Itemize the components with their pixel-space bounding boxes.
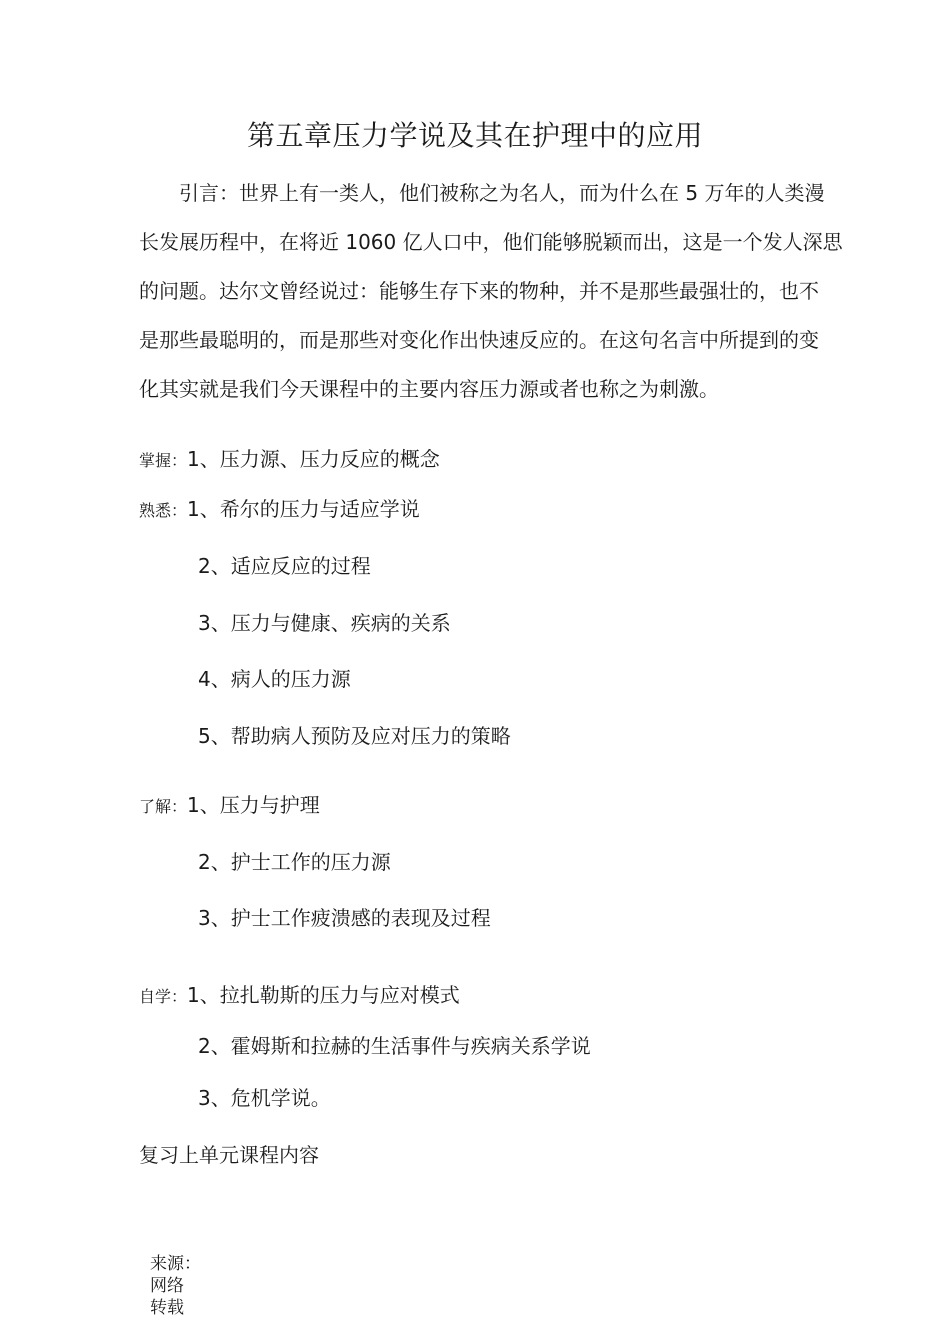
intro-line: 长发展历程中，在将近 1060 亿人口中，他们能够脱颖而出，这是一个发人深思 (139, 230, 843, 254)
self-study-item-text: 1、拉扎勒斯的压力与应对模式 (187, 983, 460, 1007)
familiar-item: 4、病人的压力源 (198, 667, 351, 691)
master-label: 掌握： (139, 451, 188, 470)
intro-line: 引言：世界上有一类人，他们被称之为名人，而为什么在 5 万年的人类漫 (179, 181, 825, 205)
intro-paragraph (139, 169, 843, 414)
self-study-item (139, 979, 460, 1013)
intro-line: 的问题。达尔文曾经说过：能够生存下来的物种，并不是那些最强壮的，也不 (139, 279, 819, 303)
document-title: 第五章压力学说及其在护理中的应用 (246, 119, 703, 152)
intro-line: 是那些最聪明的，而是那些对变化作出快速反应的。在这句名言中所提到的变 (139, 328, 819, 352)
source-note (150, 1253, 201, 1319)
master-item (139, 443, 440, 477)
source-line: 来源： (150, 1254, 201, 1274)
familiar-item (139, 493, 420, 527)
familiar-item: 2、适应反应的过程 (198, 554, 371, 578)
self-study-item: 3、危机学说。 (198, 1086, 331, 1110)
understand-item (139, 789, 320, 823)
understand-item-text: 1、压力与护理 (187, 793, 320, 817)
source-line: 转载 (150, 1298, 184, 1318)
intro-line: 化其实就是我们今天课程中的主要内容压力源或者也称之为刺激。 (139, 377, 719, 401)
familiar-item-text: 1、希尔的压力与适应学说 (187, 497, 420, 521)
understand-label: 了解： (139, 797, 188, 816)
understand-item: 2、护士工作的压力源 (198, 850, 391, 874)
familiar-label: 熟悉： (139, 501, 188, 520)
self-study-label: 自学： (139, 987, 188, 1006)
understand-item: 3、护士工作疲溃感的表现及过程 (198, 906, 491, 930)
master-item-text: 1、压力源、压力反应的概念 (187, 447, 440, 471)
source-line: 网络 (150, 1276, 184, 1296)
familiar-item: 3、压力与健康、疾病的关系 (198, 611, 451, 635)
review-line: 复习上单元课程内容 (139, 1143, 319, 1167)
familiar-item: 5、帮助病人预防及应对压力的策略 (198, 724, 511, 748)
self-study-item: 2、霍姆斯和拉赫的生活事件与疾病关系学说 (198, 1034, 591, 1058)
